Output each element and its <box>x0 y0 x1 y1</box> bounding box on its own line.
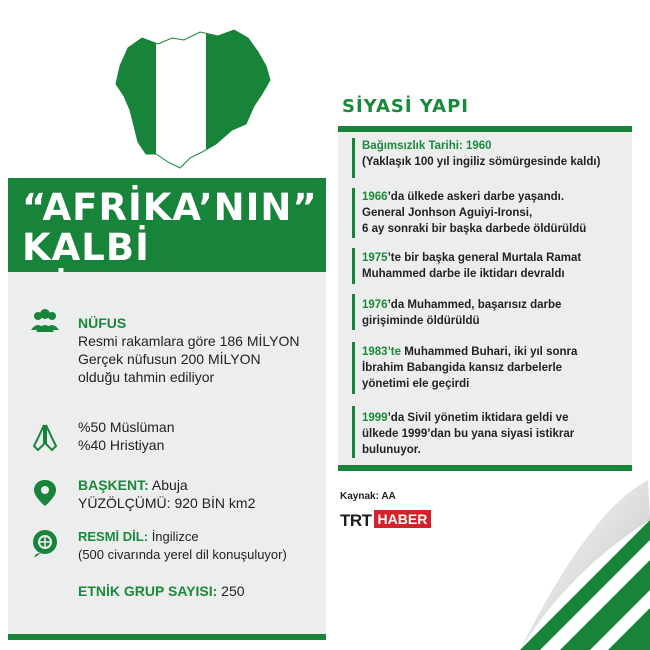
population-block <box>78 314 299 386</box>
language-note: (500 civarında yerel dil konuşuluyor) <box>78 547 287 562</box>
area-label: YÜZÖLÇÜMÜ: <box>78 495 171 511</box>
flag-page-curl <box>500 480 650 650</box>
timeline-text: ’da Muhammed, başarısız darbe <box>387 299 562 311</box>
population-line-3: olduğu tahmin ediliyor <box>78 369 215 385</box>
timeline-bar <box>352 406 355 458</box>
timeline-item <box>362 138 627 170</box>
nigeria-flag-map <box>98 22 298 182</box>
timeline-year: 1999 <box>362 412 388 424</box>
language-block <box>78 528 287 564</box>
ethnic-value: 250 <box>221 583 245 599</box>
timeline-text: ’da Sivil yönetim iktidara geldi ve <box>387 412 569 424</box>
speech-globe-icon <box>30 528 60 558</box>
timeline-bar <box>352 294 355 330</box>
population-line-2: Gerçek nüfusun 200 MİLYON <box>78 351 261 367</box>
population-label: NÜFUS <box>78 315 127 331</box>
title-line-2: KALBİ <box>22 226 150 269</box>
logo-haber: HABER <box>374 510 432 528</box>
logo-trt: TRT <box>340 511 372 530</box>
timeline-item <box>362 250 627 282</box>
timeline-text: (Yaklaşık 100 yıl ingiliz sömürgesinde kaldı) <box>362 156 601 168</box>
timeline-text: Muhammed Buhari, iki yıl sonra <box>401 346 578 358</box>
title-line-1: “AFRİKA’NIN” <box>22 186 318 229</box>
language-value: İngilizce <box>151 529 199 544</box>
area-value: 920 BİN km2 <box>174 495 256 511</box>
timeline-text: bulunuyor. <box>362 444 421 456</box>
timeline-text: 6 ay sonraki bir başka darbede öldürüldü <box>362 223 587 235</box>
source-text: Kaynak: AA <box>340 491 396 502</box>
section-title: SİYASİ YAPI <box>342 96 469 117</box>
religion-line-2: %40 Hristiyan <box>78 437 165 453</box>
timeline-text: ’te bir başka general Murtala Ramat <box>387 252 582 264</box>
timeline-year: 1966 <box>362 191 388 203</box>
timeline-year: 1983’te <box>362 346 402 358</box>
timeline-bar <box>352 138 355 178</box>
capital-label: BAŞKENT: <box>78 477 149 493</box>
trt-haber-logo <box>340 510 431 532</box>
timeline-text: ülkede 1999’dan bu yana siyasi istikrar <box>362 428 575 440</box>
title-banner <box>8 178 326 272</box>
capital-block <box>78 476 255 512</box>
religion-line-1: %50 Müslüman <box>78 419 175 435</box>
timeline-item <box>362 344 627 392</box>
timeline-year: Bağımsızlık Tarihi: 1960 <box>362 140 492 152</box>
timeline-text: girişiminde öldürüldü <box>362 315 480 327</box>
timeline-text: ’da ülkede askeri darbe yaşandı. <box>387 191 565 203</box>
praying-hands-icon <box>30 422 60 452</box>
timeline-text: Muhammed darbe ile iktidarı devraldı <box>362 268 565 280</box>
timeline-bar <box>352 342 355 394</box>
timeline-item <box>362 410 627 458</box>
capital-value: Abuja <box>151 477 188 493</box>
religion-block <box>78 418 175 454</box>
timeline-bar <box>352 188 355 238</box>
timeline-item <box>362 297 627 329</box>
ethnic-block <box>78 582 245 600</box>
timeline-text: İbrahim Babangida kansız darbelerle <box>362 362 563 374</box>
timeline-item <box>362 189 627 237</box>
population-line-1: Resmi rakamlara göre 186 MİLYON <box>78 333 300 349</box>
facts-panel <box>8 272 326 640</box>
timeline-text: General Jonhson Aguiyi-Ironsi, <box>362 207 533 219</box>
ethnic-label: ETNİK GRUP SAYISI: <box>78 583 218 599</box>
language-label: RESMİ DİL: <box>78 529 149 544</box>
timeline-year: 1975 <box>362 252 388 264</box>
timeline-text: yönetimi ele geçirdi <box>362 378 470 390</box>
people-icon <box>30 306 60 336</box>
timeline-bar <box>352 248 355 284</box>
timeline-year: 1976 <box>362 299 388 311</box>
location-pin-icon <box>30 478 60 508</box>
